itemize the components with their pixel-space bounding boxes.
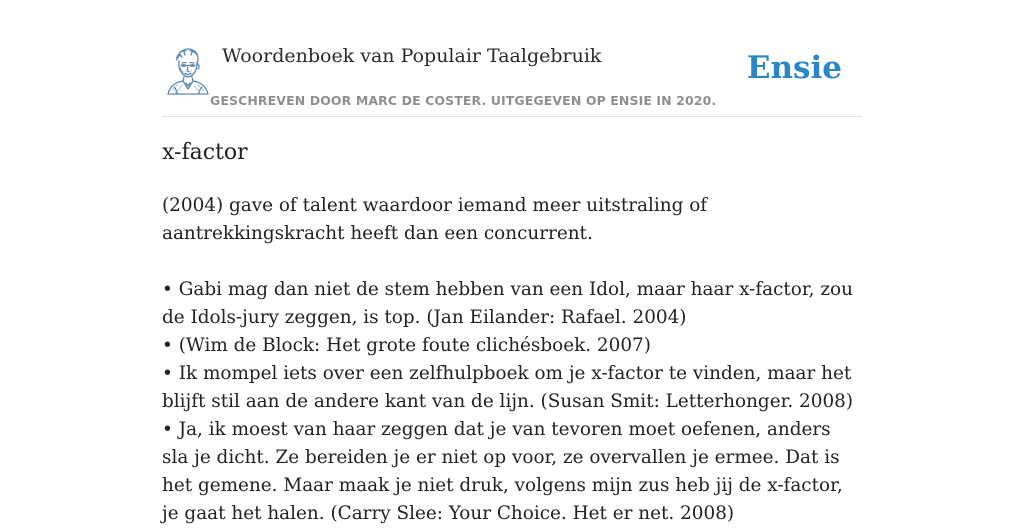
entry-body xyxy=(162,192,862,528)
author-byline: GESCHREVEN DOOR MARC DE COSTER. UITGEGEVEN OP ENSIE IN 2020. xyxy=(210,93,717,108)
citation-item: • Ja, ik moest van haar zeggen dat je van tevoren moet oefenen, anders sla je dicht. Ze bereiden je er niet op voor, ze overvallen je ermee. Dat is het gemene. Maar maak je niet druk, volgens mijn zus heb jij de x-factor, je gaat het halen. (Carry Slee: Your Choice. Het er net. 2008) xyxy=(162,419,843,524)
author-portrait-icon[interactable] xyxy=(164,46,210,96)
dictionary-header xyxy=(162,40,862,117)
entry-definition: (2004) gave of talent waardoor iemand meer uitstraling of aantrekkingskracht heeft dan een concurrent. xyxy=(162,195,708,244)
entry-headword: x-factor xyxy=(162,140,248,165)
citation-item: • Ik mompel iets over een zelfhulpboek om je x-factor te vinden, maar het blijft stil aan de andere kant van de lijn. (Susan Smit: Letterhonger. 2008) xyxy=(162,363,854,412)
paragraph-spacer xyxy=(162,248,862,276)
citation-item: • (Wim de Block: Het grote foute clichésboek. 2007) xyxy=(162,335,651,356)
citation-list xyxy=(162,276,862,528)
citation-item: • Gabi mag dan niet de stem hebben van een Idol, maar haar x-factor, zou de Idols-jury zeggen, is top. (Jan Eilander: Rafael. 2004) xyxy=(162,279,853,328)
ensie-logo[interactable]: Ensie xyxy=(746,50,842,86)
dictionary-title[interactable]: Woordenboek van Populair Taalgebruik xyxy=(222,45,602,67)
